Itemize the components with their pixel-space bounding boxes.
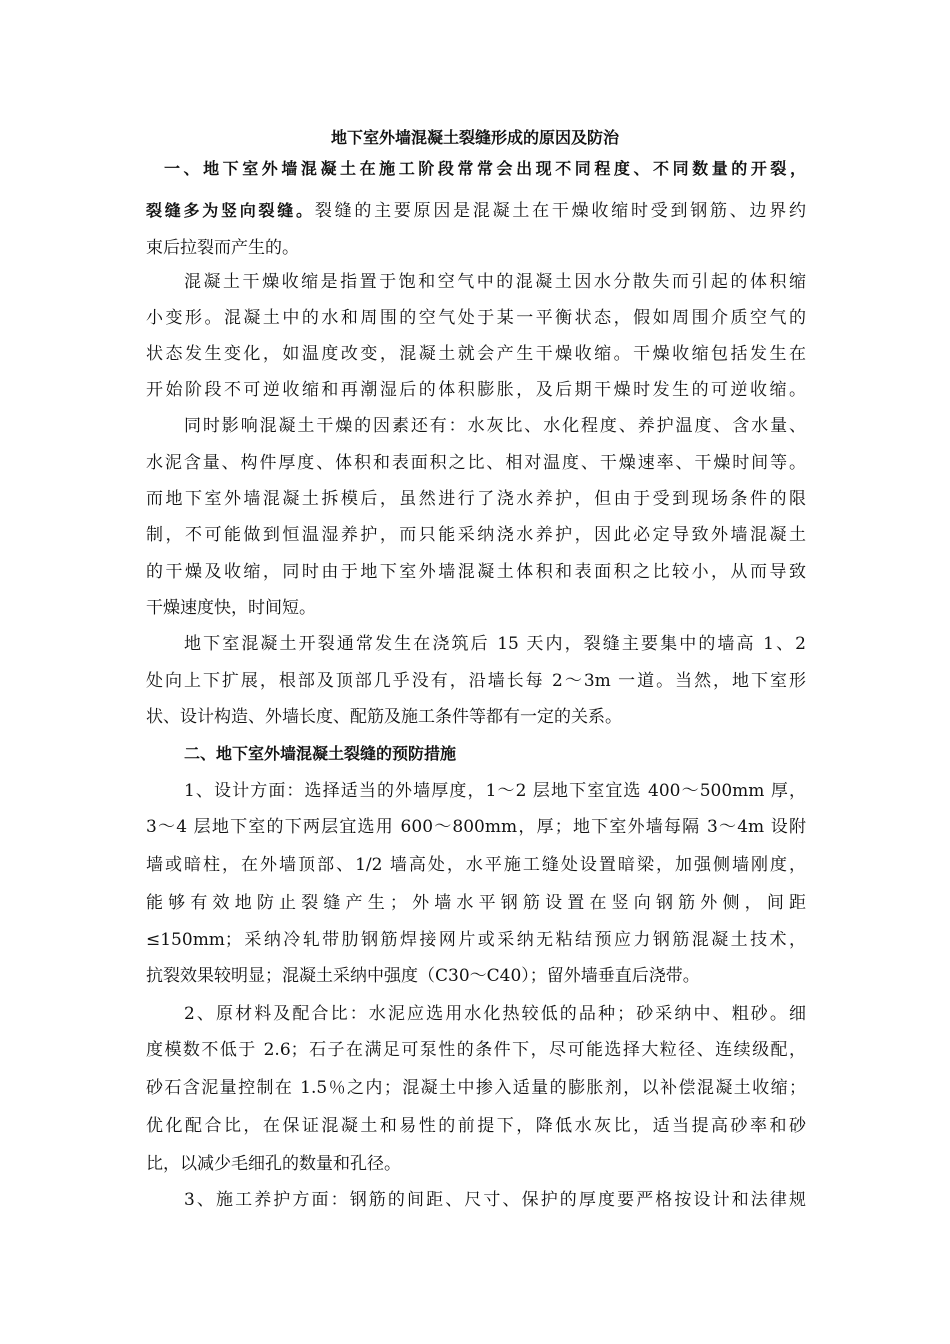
para2-line: 混凝土干燥收缩是指置于饱和空气中的混凝土因水分散失而引起的体积缩 [184,272,806,292]
section1-heading-rest: 裂缝的主要原因是混凝土在干燥收缩时受到钢筋、边界约 [314,201,806,221]
para3-line: 同时影响混凝土干燥的因素还有：水灰比、水化程度、养护温度、含水量、 [184,416,806,436]
para3-line: 制，不可能做到恒温湿养护，而只能采纳浇水养护，因此必定导致外墙混凝土 [146,525,806,545]
item3-line: 3、施工养护方面：钢筋的间距、尺寸、保护的厚度要严格按设计和法律规 [184,1190,806,1210]
para3-line: 而地下室外墙混凝土拆模后，虽然进行了浇水养护，但由于受到现场条件的限 [146,489,806,509]
item1-line: ≤150mm；采纳冷轧带肋钢筋焊接网片或采纳无粘结预应力钢筋混凝土技术， [146,930,806,950]
para2-line: 开始阶段不可逆收缩和再潮湿后的体积膨胀，及后期干燥时发生的可逆收缩。 [146,380,806,400]
item2-line: 2、原材料及配合比：水泥应选用水化热较低的品种；砂采纳中、粗砂。细 [184,1004,806,1024]
item2-line: 比，以减少毛细孔的数量和孔径。 [146,1154,401,1174]
para2-line: 状态发生变化，如温度改变，混凝土就会产生干燥收缩。干燥收缩包括发生在 [146,344,806,364]
document-title: 地下室外墙混凝土裂缝形成的原因及防治 [330,128,619,147]
item1-line: 3～4 层地下室的下两层宜选用 600～800mm，厚；地下室外墙每隔 3～4m 设附 [146,817,806,837]
para3-line: 的干燥及收缩，同时由于地下室外墙混凝土体积和表面积之比较小，从而导致 [146,562,806,582]
section2-heading: 二、地下室外墙混凝土裂缝的预防措施 [184,744,457,763]
para4-line: 状、设计构造、外墙长度、配筋及施工条件等都有一定的关系。 [146,707,622,727]
para2-line: 小变形。混凝土中的水和周围的空气处于某一平衡状态，假如周围介质空气的 [146,308,806,328]
para3-line: 水泥含量、构件厚度、体积和表面积之比、相对温度、干燥速率、干燥时间等。 [146,453,806,473]
item1-line: 1、设计方面：选择适当的外墙厚度，1～2 层地下室宜选 400～500mm 厚， [184,781,806,801]
item1-line: 抗裂效果较明显；混凝土采纳中强度（C30～C40）；留外墙垂直后浇带。 [146,966,700,986]
section1-heading-bold: 裂缝多为竖向裂缝。 [146,201,315,220]
para4-line: 地下室混凝土开裂通常发生在浇筑后 15 天内，裂缝主要集中的墙高 1、2 [184,634,806,654]
item2-line: 砂石含泥量控制在 1.5％之内；混凝土中掺入适量的膨胀剂，以补偿混凝土收缩； [146,1078,806,1098]
section1-heading-line1: 一、地下室外墙混凝土在施工阶段常常会出现不同程度、不同数量的开裂， [164,159,806,178]
para4-line: 处向上下扩展，根部及顶部几乎没有，沿墙长每 2～3m 一道。当然，地下室形 [146,671,806,691]
section1-heading-line2 [146,199,806,223]
para3-line: 干燥速度快，时间短。 [146,598,316,618]
item1-line: 能够有效地防止裂缝产生；外墙水平钢筋设置在竖向钢筋外侧，间距 [146,893,806,913]
item2-line: 优化配合比，在保证混凝土和易性的前提下，降低水灰比，适当提高砂率和砂 [146,1116,806,1136]
item1-line: 墙或暗柱，在外墙顶部、1/2 墙高处，水平施工缝处设置暗梁，加强侧墙刚度， [146,855,806,875]
item2-line: 度模数不低于 2.6；石子在满足可泵性的条件下，尽可能选择大粒径、连续级配， [146,1040,806,1060]
section1-line3: 束后拉裂而产生的。 [146,238,299,258]
